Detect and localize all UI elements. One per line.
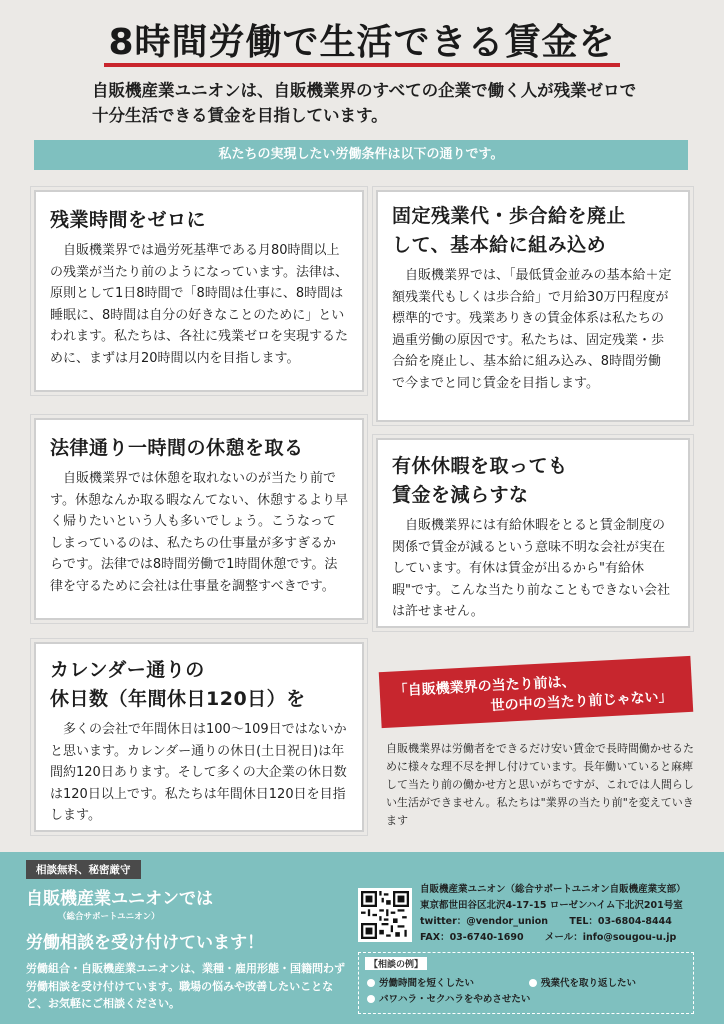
card-fixed-overtime xyxy=(376,190,690,422)
example-label: 労働時間を短くしたい xyxy=(379,978,475,989)
slogan-line1: 「自販機業界の当たり前は、 xyxy=(393,673,576,700)
conditions-banner: 私たちの実現したい労働条件は以下の通りです。 xyxy=(34,140,688,170)
card-paid-leave xyxy=(376,438,690,628)
contact-mail[interactable]: メール：info@sougou-u.jp xyxy=(544,932,677,943)
title-underline xyxy=(104,63,620,67)
card-heading-line2: して、基本給に組み込め xyxy=(392,234,607,256)
qr-code-graphic xyxy=(361,891,409,939)
example-item xyxy=(367,975,474,989)
bullet-icon xyxy=(367,979,375,987)
consult-tag: 相談無料、秘密厳守 xyxy=(26,860,141,879)
example-label: 残業代を取り返したい xyxy=(541,978,637,989)
page-title: 8時間労働で生活できる賃金を xyxy=(108,22,616,63)
card-body: 自販機業界では休憩を取れないのが当たり前です。休憩なんか取る暇なんてない、休憩するより早く帰りたいという人も多いでしょう。こうなってしまっているのは、私たちの仕事量が多すぎるからです。法律では8時間労働で1時間休憩です。法律を守るために会社は仕事量を調整すべきです。 xyxy=(50,471,348,594)
contact-fax: FAX：03-6740-1690 xyxy=(420,932,524,943)
consultation-examples xyxy=(358,952,694,1014)
card-heading-line1: 固定残業代・歩合給を廃止 xyxy=(392,205,627,227)
card-body: 自販機業界には有給休暇をとると賃金制度の関係で賃金が減るという意味不明な会社が実在しています。有休は賃金が出るから"有給休暇"です。こんな当たり前なこともできない会社は許せません。 xyxy=(392,518,670,619)
footer-headline: 自販機産業ユニオンでは xyxy=(26,889,213,909)
slogan-banner xyxy=(379,656,694,728)
card-heading-line2: 賃金を減らすな xyxy=(392,484,529,506)
card-body: 自販機業界では、「最低賃金並みの基本給＋定額残業代もしくは歩合給」で月給30万円程度が標準的です。残業ありきの賃金体系は私たちの過重労働の原因です。私たちは、固定残業・歩合給を廃止し、基本給に組み込み、8時間労働で今までと同じ賃金を目指します。 xyxy=(392,268,672,391)
contact-row-fax xyxy=(420,930,720,946)
footer-subheadline: （総合サポートユニオン） xyxy=(58,912,160,922)
footer-body: 労働組合・自販機産業ユニオンは、業種・雇用形態・国籍問わず労働相談を受け付けています。職場の悩みや改善したいことなど、お気軽にご相談ください。 xyxy=(26,962,345,1010)
example-item xyxy=(529,975,636,989)
slogan-note: 自販機業界は労働者をできるだけ安い賃金で長時間働かせるために様々な理不尽を押し付けています。長年働いていると麻痺して当たり前の働かせ方と思いがちですが、これでは人間らしい生活ができません。私たちは"業界の当たり前"を変えていきます xyxy=(386,742,694,827)
intro-text: 自販機産業ユニオンは、自販機業界のすべての企業で働く人が残業ゼロで十分生活できる賃金を目指しています。 xyxy=(92,81,637,125)
contact-row-social xyxy=(420,914,720,930)
contact-twitter[interactable]: twitter：@vendor_union xyxy=(420,916,549,927)
example-item xyxy=(367,991,530,1005)
card-break-time xyxy=(34,418,364,620)
qr-code-icon[interactable] xyxy=(358,888,412,942)
card-heading: 残業時間をゼロに xyxy=(50,209,207,231)
card-heading-line2: 休日数（年間休日120日）を xyxy=(50,688,306,710)
example-label: パワハラ・セクハラをやめさせたい xyxy=(379,994,531,1005)
bullet-icon xyxy=(367,995,375,1003)
card-heading: 法律通り一時間の休憩を取る xyxy=(50,437,304,459)
card-heading xyxy=(392,452,674,510)
contact-info xyxy=(420,882,720,946)
card-body: 自販機業界では過労死基準である月80時間以上の残業が当たり前のようになっています。法律は、原則として1日8時間で「8時間は仕事に、8時間は睡眠に、8時間は自分の好きなことのために」といわれます。私たちは、各社に残業ゼロを実現するために、まずは月20時間以内を目指します。 xyxy=(50,243,348,366)
card-body: 多くの会社で年間休日は100〜109日ではないかと思います。カレンダー通りの休日(土日祝日)は年間約120日あります。そして多くの大企業の休日数は120日以上です。私たちは年間休日120日を目指します。 xyxy=(50,722,347,823)
contact-address: 東京都世田谷区北沢4-17-15 ローゼンハイム下北沢201号室 xyxy=(420,900,683,911)
footer-consultation xyxy=(0,852,724,1024)
bullet-icon xyxy=(529,979,537,987)
card-zero-overtime xyxy=(34,190,364,392)
card-heading-line1: 有休休暇を取っても xyxy=(392,455,568,477)
contact-tel[interactable]: TEL：03-6804-8444 xyxy=(569,916,672,927)
examples-title: 【相談の例】 xyxy=(365,957,427,970)
slogan-line2: 世の中の当たり前じゃない」 xyxy=(490,688,673,715)
card-heading-line1: カレンダー通りの xyxy=(50,659,205,681)
contact-org: 自販機産業ユニオン（総合サポートユニオン自販機産業支部） xyxy=(420,884,686,895)
footer-headline-2: 労働相談を受け付けています！ xyxy=(26,933,264,953)
card-heading xyxy=(50,656,348,714)
card-annual-holidays xyxy=(34,642,364,832)
card-heading xyxy=(392,202,674,260)
